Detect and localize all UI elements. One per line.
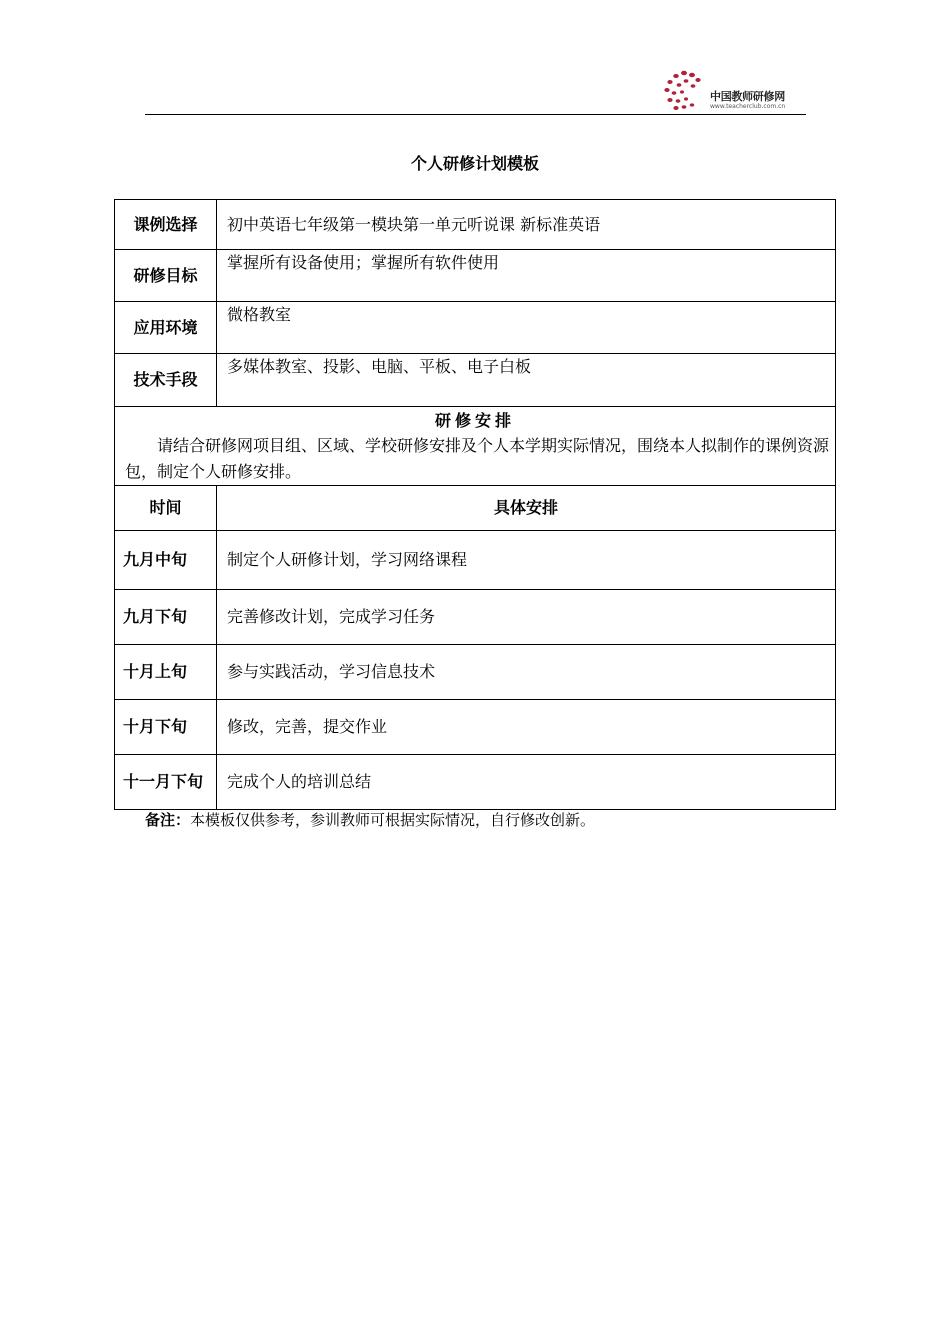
- section-row: [115, 407, 836, 486]
- footnote-label: 备注：: [145, 811, 191, 829]
- schedule-plan: 参与实践活动，学习信息技术: [217, 645, 836, 700]
- table-row: [115, 700, 836, 755]
- info-label: 研修目标: [115, 250, 217, 302]
- info-value: 初中英语七年级第一模块第一单元听说课 新标准英语: [217, 200, 836, 250]
- schedule-time: 九月中旬: [115, 531, 217, 590]
- schedule-plan: 修改，完善，提交作业: [217, 700, 836, 755]
- flower-dots-logo-icon: [662, 68, 708, 112]
- schedule-time: 十月上旬: [115, 645, 217, 700]
- schedule-time: 十月下旬: [115, 700, 217, 755]
- info-label: 应用环境: [115, 302, 217, 354]
- info-value: 多媒体教室、投影、电脑、平板、电子白板: [217, 354, 836, 407]
- schedule-plan: 制定个人研修计划，学习网络课程: [217, 531, 836, 590]
- site-logo: [662, 68, 812, 112]
- info-row-environment: [115, 302, 836, 354]
- schedule-time: 九月下旬: [115, 590, 217, 645]
- info-label: 技术手段: [115, 354, 217, 407]
- schedule-header-row: [115, 486, 836, 531]
- table-row: [115, 755, 836, 810]
- schedule-plan: 完成个人的培训总结: [217, 755, 836, 810]
- section-description: 请结合研修网项目组、区域、学校研修安排及个人本学期实际情况，围绕本人拟制作的课例资源包，制定个人研修安排。: [125, 436, 830, 481]
- table-row: [115, 531, 836, 590]
- footnote-text: 本模板仅供参考，参训教师可根据实际情况，自行修改创新。: [190, 811, 596, 829]
- section-cell: [115, 407, 836, 486]
- info-label: 课例选择: [115, 200, 217, 250]
- section-title: 研修安排: [434, 411, 515, 430]
- info-row-lesson: [115, 200, 836, 250]
- table-row: [115, 645, 836, 700]
- column-header-time: 时间: [115, 486, 217, 531]
- logo-site-url: www.teacherclub.com.cn: [710, 103, 786, 110]
- info-value: 微格教室: [217, 302, 836, 354]
- logo-site-name: 中国教师研修网: [710, 90, 785, 103]
- header-divider: [145, 114, 806, 115]
- page-title: 个人研修计划模板: [410, 154, 539, 173]
- footnote: [145, 809, 595, 830]
- schedule-plan: 完善修改计划，完成学习任务: [217, 590, 836, 645]
- info-row-technology: [115, 354, 836, 407]
- plan-table: [114, 199, 836, 810]
- info-row-goal: [115, 250, 836, 302]
- info-value: 掌握所有设备使用；掌握所有软件使用: [217, 250, 836, 302]
- table-row: [115, 590, 836, 645]
- schedule-time: 十一月下旬: [115, 755, 217, 810]
- column-header-plan: 具体安排: [217, 486, 836, 531]
